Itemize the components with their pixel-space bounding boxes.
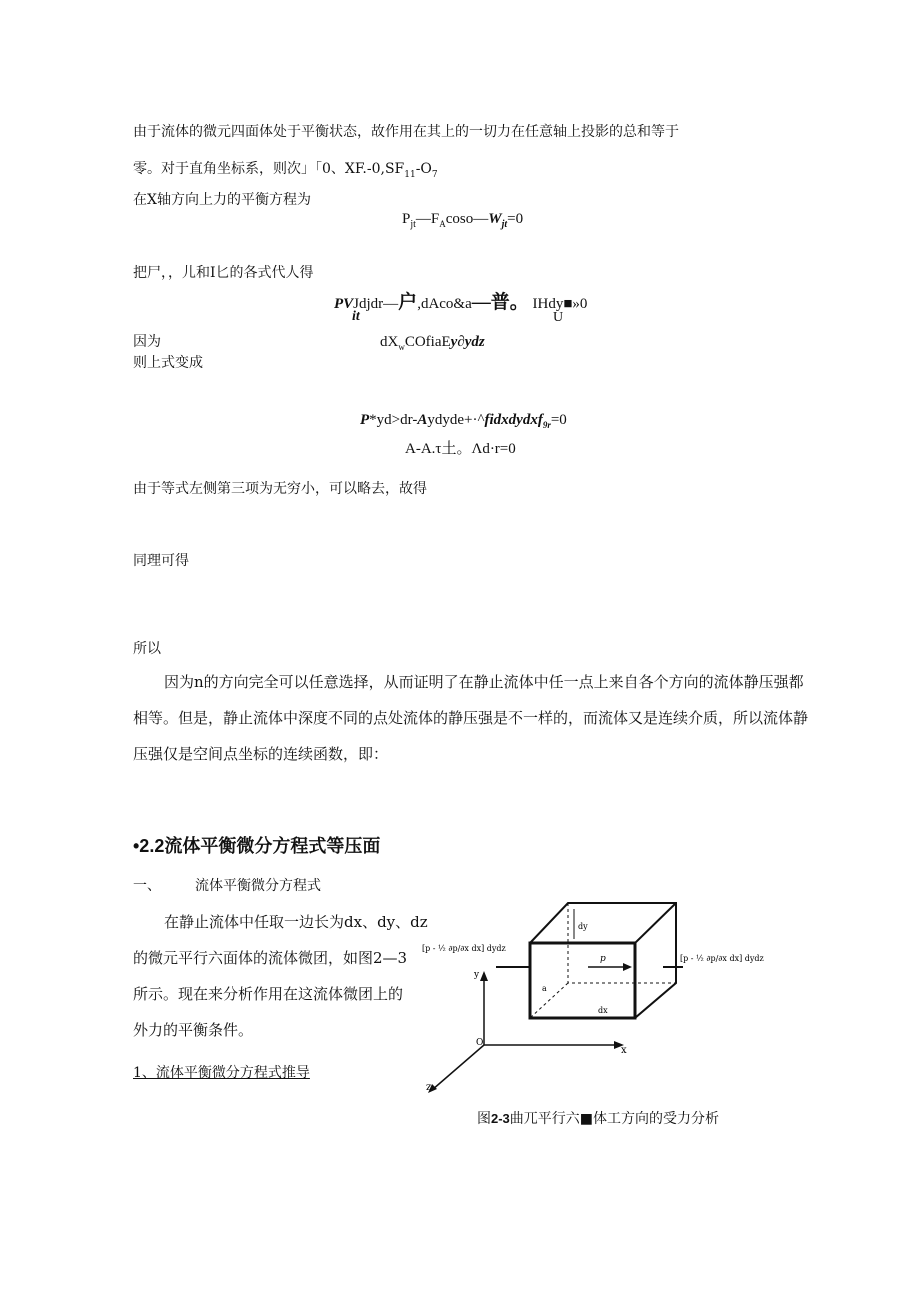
paragraph-infinitesimal: 由于等式左侧第三项为无穷小，可以略去，故得 [133,481,427,497]
paragraph-x-axis: 在X轴方向上力的平衡方程为 [133,192,311,208]
text: -O [415,161,432,177]
paragraph-intro: 由于流体的微元四面体处于平衡状态，故作用在其上的一切力在任意轴上投影的总和等于 [133,124,679,140]
eq-term: *yd>dr- [369,412,418,428]
eq-term: fidxdydxf [484,412,543,428]
y-arrowhead [480,971,488,981]
subscript: 7 [431,169,438,180]
a-label: a [542,984,547,993]
paragraph-similarly: 同理可得 [133,553,189,569]
equation-2-under-f: U [553,310,564,325]
eq-term: IHdy [532,296,564,312]
equation-3 [380,333,485,356]
equation-5: A-A.τ土。Λd·r=0 [405,441,516,457]
caption-text: 图 [477,1111,491,1127]
eq-term: ydz [464,334,485,350]
eq-term: =0 [550,412,567,428]
equation-2 [334,294,587,313]
eq-term: ∂ [457,334,465,350]
eq-term: dX [380,334,399,350]
equation-2-under-a: it [352,309,360,324]
eq-term: coso— [445,211,489,227]
text: 零。对于直角坐标系，则次」「0、XF.-0,SF [133,161,405,177]
subsection-title: 流体平衡微分方程式 [195,878,321,894]
eq-sub: jt [410,219,416,230]
eq-term: —普。 [471,292,529,313]
eq-term: y [450,334,458,350]
eq-sub: 9r [542,420,551,430]
subsection-number: 一、 [133,878,161,894]
paragraph-element-4: 外力的平衡条件。 [133,1021,254,1039]
paragraph-therefore: 所以 [133,641,161,657]
subsection-derivation: 1、流体平衡微分方程式推导 [133,1065,310,1081]
eq-term: 户 [398,292,418,313]
eq-sub: jt [501,219,508,230]
caption-text: 曲兀平行六■体工方向的受力分析 [509,1111,720,1127]
z-axis [432,1045,484,1090]
figure-caption [477,1110,719,1128]
dy-label: dy [578,922,588,931]
subscript: 11 [404,169,416,180]
paragraph-element-1: 在静止流体中任取一边长为dx、dy、dz [164,913,428,931]
p-label: p [600,954,606,964]
paragraph-conclusion-3: 压强仅是空间点坐标的连续函数，即： [133,745,389,763]
caption-number: 2-3 [491,1111,510,1126]
eq-term: ■ [563,296,573,312]
eq-term: —F [415,211,440,227]
paragraph-zero [133,160,438,184]
hidden-edge [530,983,568,1018]
paragraph-conclusion-1: 因为n的方向完全可以任意选择，从而证明了在静止流体中任一点上来自各个方向的流体静压强都 [164,673,804,691]
eq-term: ,dAco&a [417,296,472,312]
eq-term: ydyde+·^ [427,412,485,428]
eq-term: =0 [507,211,524,227]
section-heading: •2.2流体平衡微分方程式等压面 [133,836,381,856]
paragraph-conclusion-2: 相等。但是，静止流体中深度不同的点处流体的静压强是不一样的，而流体又是连续介质，所以流体静 [133,709,809,727]
paragraph-becomes: 则上式变成 [133,355,203,371]
front-face [530,943,635,1018]
z-axis-label: z [426,1082,432,1093]
eq-term: P [402,211,411,227]
equation-1 [402,210,523,234]
left-force-label: [p - ½ ∂p/∂x dx] dydz [422,944,506,953]
eq-sub: A [439,219,446,229]
paragraph-element-2: 的微元平行六面体的流体微团，如图2—3 [133,949,408,967]
eq-term: A [417,412,428,428]
paragraph-because: 因为 [133,334,161,350]
x-axis-label: x [621,1045,627,1056]
p-arrowhead [623,963,632,971]
eq-term: W [488,211,502,227]
parallelepiped-figure [418,895,788,1100]
eq-sub: w [398,342,405,352]
eq-term: P [360,412,370,428]
right-force-label: [p - ½ ∂p/∂x dx] dydz [680,954,764,963]
eq-term: »0 [572,296,588,312]
eq-term: Jdjdr— [353,296,399,312]
dx-label: dx [598,1006,608,1015]
paragraph-substitute: 把尸，，儿和I匕的各式代人得 [133,265,314,281]
origin-label: O [476,1038,484,1048]
eq-term: COfiaE [404,334,451,350]
equation-4 [360,411,567,434]
edge [635,903,676,943]
eq-term: PV [334,296,354,312]
paragraph-element-3: 所示。现在来分析作用在这流体微团上的 [133,985,404,1003]
y-axis-label: y [474,970,480,980]
